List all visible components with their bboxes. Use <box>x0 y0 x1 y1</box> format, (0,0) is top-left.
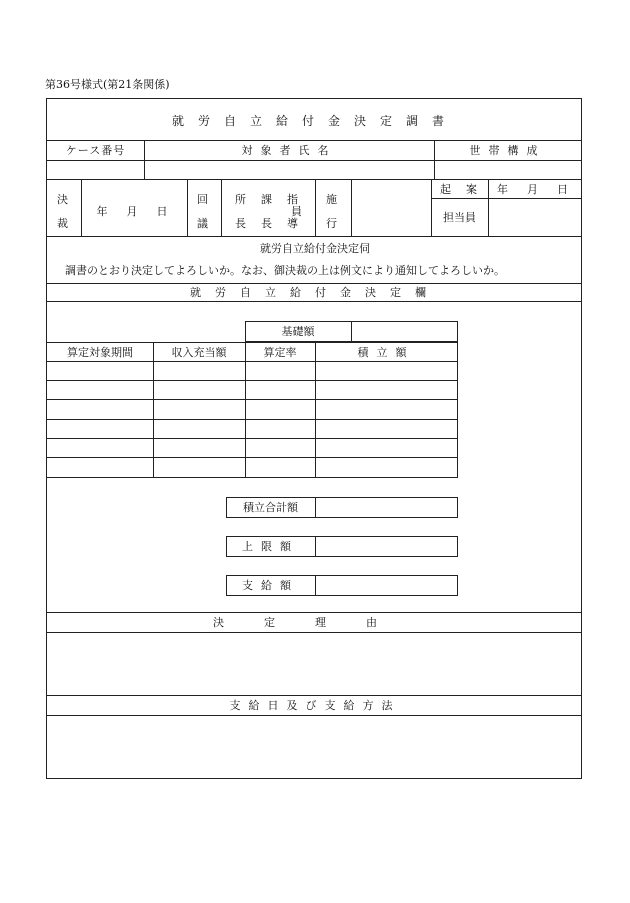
form-frame <box>46 98 582 779</box>
case-number-label: ケース番号 <box>65 144 126 157</box>
reason-heading: 決定理由 <box>213 616 417 629</box>
payment-label: 支給額 <box>242 579 299 592</box>
col-accumulated: 積立額 <box>357 346 415 359</box>
target-name-label: 対象者氏名 <box>241 144 337 157</box>
decision-label-bottom: 裁 <box>57 217 68 230</box>
enforce-label-bottom: 行 <box>326 217 337 230</box>
draft-label: 起 案 <box>440 183 479 196</box>
household-label: 世帯構成 <box>469 144 546 157</box>
col-rate: 算定率 <box>263 346 297 359</box>
col-income: 収入充当額 <box>171 346 227 359</box>
form-number: 第36号様式(第21条関係) <box>45 78 170 91</box>
circulation-label-top: 回 <box>197 193 208 206</box>
total-label: 積立合計額 <box>243 501 298 514</box>
inquiry-heading: 就労自立給付金決定伺 <box>260 242 370 255</box>
base-amount-label: 基礎額 <box>281 325 315 338</box>
director-label: 所 課 指 <box>235 193 300 206</box>
person-in-charge-label: 担当員 <box>443 211 476 224</box>
decision-label-top: 決 <box>57 193 68 206</box>
staff-label: 員 <box>291 205 302 218</box>
payment-method-heading: 支給日及び支給方法 <box>229 699 401 712</box>
form-title: 就労自立給付金決定調書 <box>171 114 458 128</box>
decision-section-heading: 就労自立給付金決定欄 <box>190 286 440 299</box>
col-period: 算定対象期間 <box>67 346 133 359</box>
circulation-label-bottom: 議 <box>197 217 208 230</box>
decision-date: 年 月 日 <box>96 205 172 218</box>
inquiry-body: 調書のとおり決定してよろしいか。なお、御決裁の上は例文により通知してよろしいか。 <box>65 264 505 277</box>
director-label-2: 長 長 導 <box>235 217 300 230</box>
limit-label: 上限額 <box>242 540 299 553</box>
draft-date: 年 月 日 <box>497 183 572 196</box>
enforce-label-top: 施 <box>326 193 337 206</box>
